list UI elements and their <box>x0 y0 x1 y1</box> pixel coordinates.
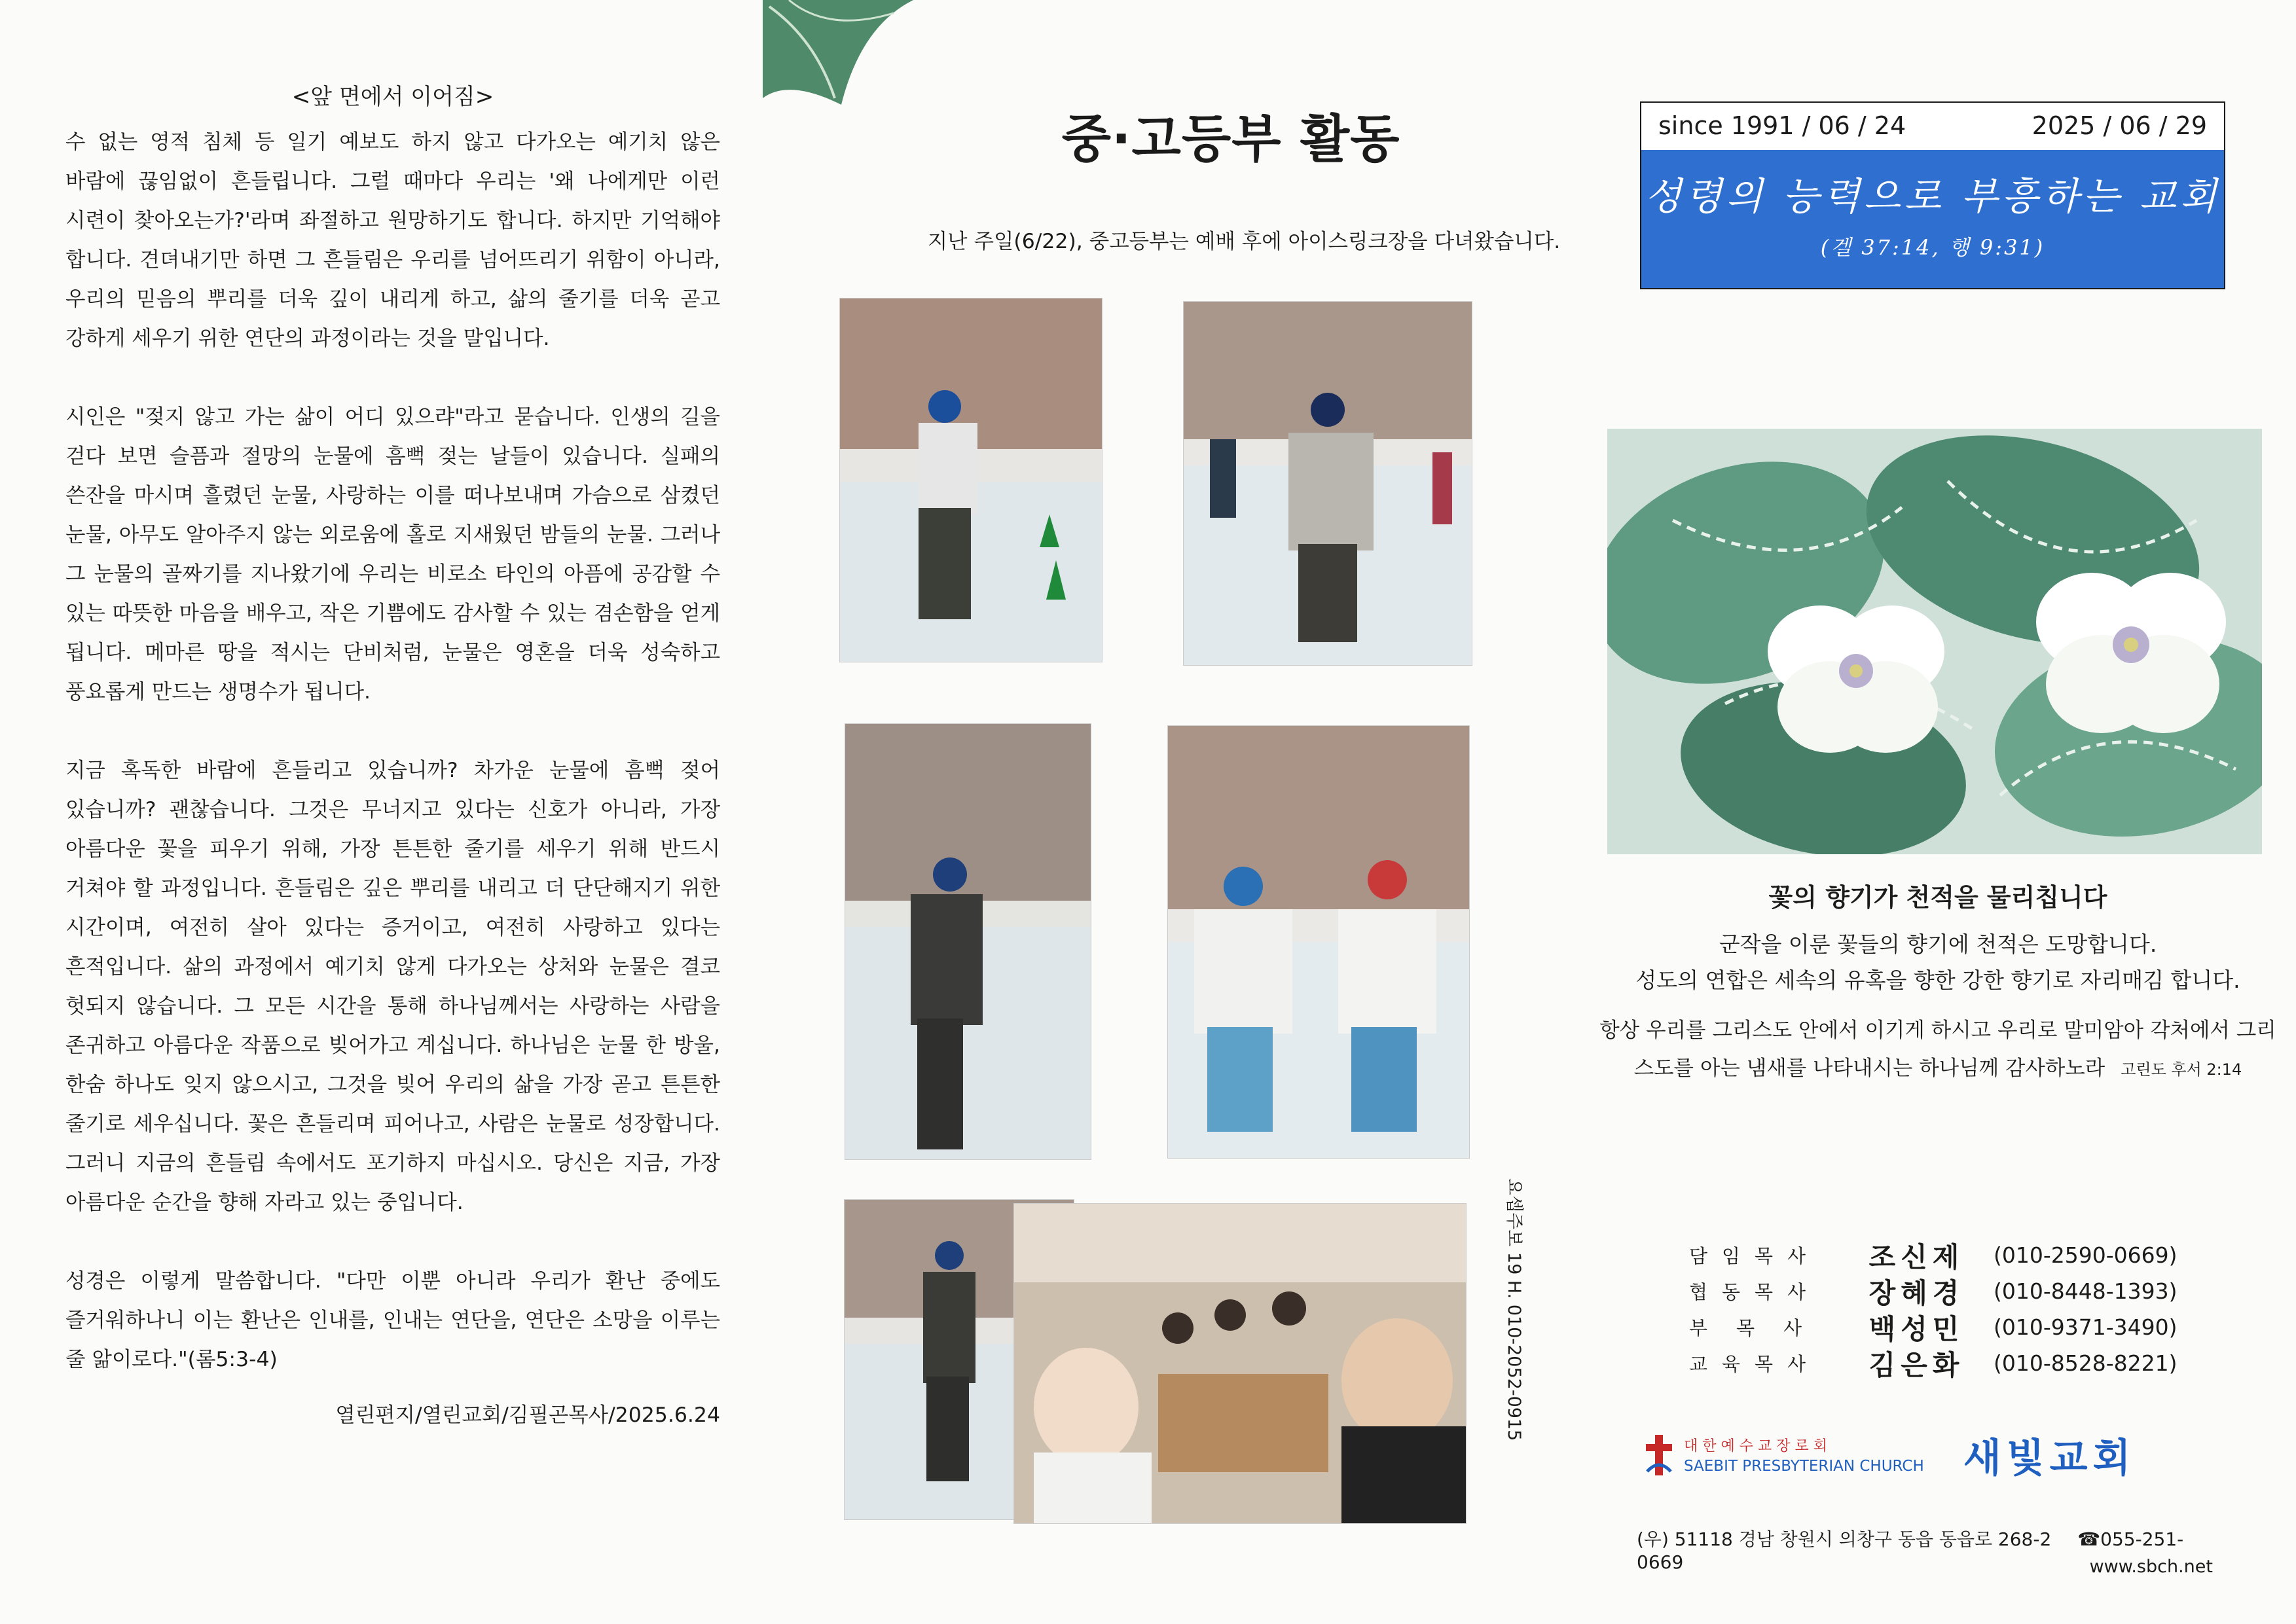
letter-paragraph-1: 수 없는 영적 침체 등 일기 예보도 하지 않고 다가오는 예기치 않은 바람에 끊임없이 흔들립니다. 그럴 때마다 우리는 '왜 나에게만 이런 시련이 찾아오는가?'라며 좌절하고 원망하기도 합니다. 하지만 기억해야 합니다. 견뎌내기만 하면 그 흔들림은 우리를 넘어뜨리기 위함이 아니라, 우리의 믿음의 뿌리를 더욱 깊이 내리게 하고, 삶의 줄기를 더욱 곧고 강하게 세우기 위한 연단의 과정이라는 것을 말입니다. <box>65 130 720 350</box>
flower-title: 꽃의 향기가 천적을 물리칩니다 <box>1768 883 2107 912</box>
flower-line-2: 성도의 연합은 세속의 유혹을 향한 강한 향기로 자리매김 합니다. <box>1635 967 2240 993</box>
church-korean-name: 새빛교회 <box>1963 1435 2136 1481</box>
staff-phone: (010-8528-8221) <box>1994 1350 2178 1376</box>
staff-name: 장혜경 <box>1868 1276 1965 1309</box>
youth-activity-caption: 지난 주일(6/22), 중고등부는 예배 후에 아이스링크장을 다녀왔습니다. <box>927 230 1561 253</box>
letter-paragraph-2: 시인은 "젖지 않고 가는 삶이 어디 있으랴"라고 묻습니다. 인생의 길을 걷다 보면 슬픔과 절망의 눈물에 흠뻑 젖는 날들이 있습니다. 실패의 쓴잔을 마시며 흘렸던 눈물, 사랑하는 이를 떠나보내며 가슴으로 삼켰던 눈물, 아무도 알아주지 않는 외로움에 홀로 지새웠던 밤들의 눈물. 그러나 그 눈물의 골짜기를 지나왔기에 우리는 비로소 타인의 아픔에 공감할 수 있는 따뜻한 마음을 배우고, 작은 기쁨에도 감사할 수 있는 겸손함을 얻게 됩니다. 메마른 땅을 적시는 단비처럼, 눈물은 영혼을 더욱 성숙하고 풍요롭게 만드는 생명수가 됩니다. <box>65 405 720 704</box>
staff-role: 교육목사 <box>1689 1353 1821 1375</box>
staff-list <box>1689 1237 2278 1381</box>
staff-role: 담임목사 <box>1689 1245 1821 1267</box>
staff-name: 김은화 <box>1868 1348 1965 1381</box>
leaf-decoration <box>763 0 913 105</box>
staff-row <box>1689 1273 2278 1309</box>
youth-activity-title: 중·고등부 활동 <box>1061 110 1400 169</box>
letter-column <box>65 79 720 1428</box>
skating-photo-3 <box>845 723 1091 1160</box>
staff-row <box>1689 1309 2278 1345</box>
church-motto: 성령의 능력으로 부흥하는 교회 <box>1645 174 2221 219</box>
church-english-name: SAEBIT PRESBYTERIAN CHURCH <box>1684 1458 1924 1475</box>
letter-signature: 열린편지/열린교회/김필곤목사/2025.6.24 <box>335 1403 720 1427</box>
skating-photo-2 <box>1183 301 1472 666</box>
masthead-box <box>1640 101 2225 289</box>
staff-row <box>1689 1345 2278 1381</box>
address-text: (우) 51118 경남 창원시 의창구 동읍 동읍로 268-2 <box>1637 1528 2052 1550</box>
denomination-name: 대한예수교장로회 <box>1684 1438 1832 1454</box>
church-phone: ☎055-251-0669 <box>1637 1528 2184 1573</box>
staff-row <box>1689 1237 2278 1273</box>
letter-paragraph-4: 성경은 이렇게 말씀합니다. "다만 이뿐 아니라 우리가 환난 중에도 즐거워하나니 이는 환난은 인내를, 인내는 연단을, 연단은 소망을 이루는 줄 앎이로다."(롬5:3-4) <box>65 1269 720 1371</box>
group-selfie-photo <box>1013 1203 1467 1524</box>
flower-line-1: 군작을 이룬 꽃들의 향기에 천적은 도망합니다. <box>1719 931 2157 957</box>
staff-role: 부목사 <box>1689 1317 1831 1339</box>
church-logo <box>1643 1424 2232 1486</box>
staff-name: 백성민 <box>1868 1312 1965 1345</box>
staff-phone: (010-9371-3490) <box>1994 1314 2178 1340</box>
ledger-text: 요셉주보 19 H. 010-2052-0915 <box>1504 1178 1524 1441</box>
skating-photo-1 <box>839 298 1102 662</box>
verse-text: 항상 우리를 그리스도 안에서 이기게 하시고 우리로 말미암아 각처에서 그리스도를 아는 냄새를 나타내시는 하나님께 감사하노라 <box>1599 1019 2276 1080</box>
staff-phone: (010-2590-0669) <box>1994 1242 2178 1268</box>
letter-paragraph-3: 지금 혹독한 바람에 흔들리고 있습니까? 차가운 눈물에 흠뻑 젖어 있습니까? 괜찮습니다. 그것은 무너지고 있다는 신호가 아니라, 가장 아름다운 꽃을 피우기 위해, 가장 튼튼한 줄기를 세우기 위해 반드시 거쳐야 할 과정입니다. 흔들림은 깊은 뿌리를 내리고 더 단단해지기 위한 시간이며, 여전히 살아 있다는 증거이고, 여전히 사랑하고 있다는 흔적입니다. 삶의 과정에서 예기치 않게 다가오는 상처와 눈물은 결코 헛되지 않습니다. 그 모든 시간을 통해 하나님께서는 사랑하는 사람을 존귀하고 아름다운 작품으로 빚어가고 계십니다. 하나님은 눈물 한 방울, 한숨 하나도 잊지 않으시고, 그것을 빚어 우리의 삶을 가장 곧고 튼튼한 줄기로 세우십니다. 꽃은 흔들리며 피어나고, 사람은 눈물로 성장합니다. 그러니 지금의 흔들림 속에서도 포기하지 마십시오. 당신은 지금, 가장 아름다운 순간을 향해 자라고 있는 중입니다. <box>65 759 720 1214</box>
skating-photo-4 <box>1167 725 1470 1159</box>
since-date: since 1991 / 06 / 24 <box>1658 111 1906 140</box>
staff-phone: (010-8448-1393) <box>1994 1278 2178 1304</box>
motto-band <box>1641 150 2224 288</box>
staff-role: 협동목사 <box>1689 1281 1821 1303</box>
staff-name: 조신제 <box>1868 1240 1965 1273</box>
verse-reference: 고린도 후서 2:14 <box>2121 1060 2242 1079</box>
flower-illustration <box>1607 429 2262 854</box>
motto-reference: (겔 37:14, 행 9:31) <box>1820 235 2045 260</box>
scripture-verse <box>1591 1011 2285 1089</box>
cross-emblem-icon <box>1643 1432 1675 1478</box>
bulletin-date: 2025 / 06 / 29 <box>2032 111 2207 140</box>
bulletin-ledger <box>1504 1178 1548 1506</box>
church-website: www.sbch.net <box>2089 1557 2213 1577</box>
continued-label: <앞 면에서 이어짐> <box>291 84 494 110</box>
